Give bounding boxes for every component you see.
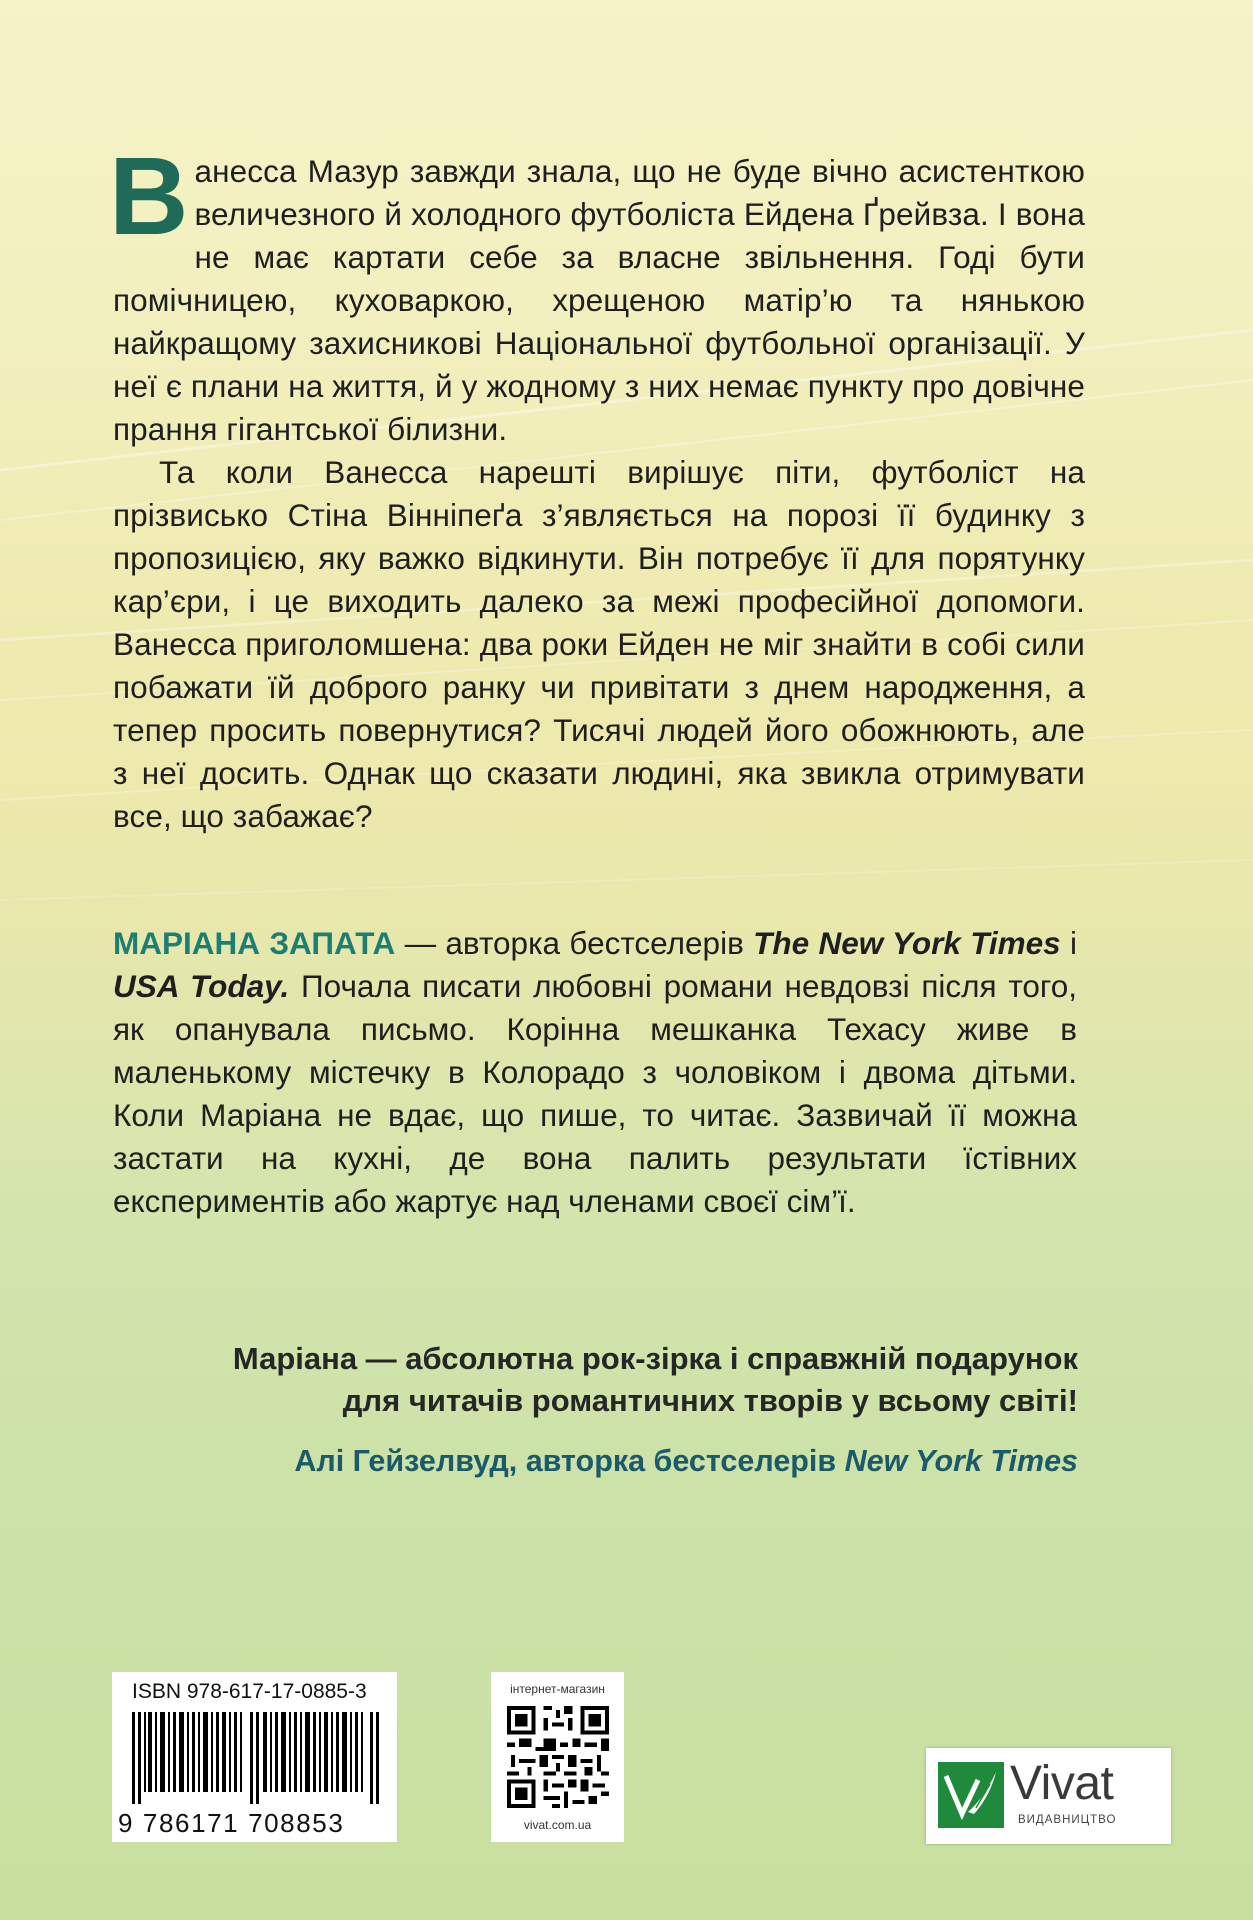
vivat-logo-icon <box>938 1762 1004 1828</box>
publisher-name: Vivat <box>1010 1757 1114 1810</box>
qr-top-label: інтернет-магазин <box>510 1682 605 1696</box>
publisher-subtitle: ВИДАВНИЦТВО <box>1018 1814 1117 1826</box>
blurb-paragraph-1: Ванесса Мазур завжди знала, що не буде вічно асистенткою величезного й холодного футболіста Ейдена Ґрейвза. І вона не має картати себе за власне звільнення. Годі бути помічницею, куховаркою, хрещеною матір’ю та нянькою найкращому захисникові Національної футбольної організації. У неї є плани на життя, й у жодному з них немає пункту про довічне прання гігантської білизни. <box>109 135 1085 447</box>
author-name: МАРІАНА ЗАПАТА <box>113 925 396 961</box>
review-quote: Маріана — абсолютна рок-зірка і справжній подарунок для читачів романтичних творів у всьому світі! <box>232 1341 1078 1418</box>
isbn-label: ISBN 978-617-17-0885-3 <box>132 1680 367 1703</box>
quote-attribution: Алі Гейзелвуд, авторка бестселерів New York Times <box>294 1444 1078 1478</box>
qr-bottom-label: vivat.com.ua <box>523 1818 592 1832</box>
qr-code-box[interactable] <box>491 1672 624 1842</box>
book-blurb <box>109 135 1085 838</box>
isbn-digits: 9 786171 708853 <box>118 1808 345 1838</box>
author-bio: МАРІАНА ЗАПАТА — авторка бестселерів The New York Times і USA Today. Почала писати любовні романи невдовзі після того, як опанувала письмо. Корінна мешканка Техасу живе в маленькому містечку в Колорадо з чоловіком і двома дітьми. Коли Маріана не вдає, що пише, то читає. Зазвичай її можна застати на кухні, де вона палить результати їстівних експериментів або жартує над членами своєї сім’ї. <box>113 925 1078 1219</box>
publisher-logo <box>926 1748 1171 1844</box>
qr-code-icon <box>507 1706 609 1808</box>
isbn-barcode-box <box>112 1672 397 1842</box>
barcode-icon <box>132 1712 382 1804</box>
usa-today-title: USA Today. <box>113 968 290 1004</box>
drop-cap: В <box>109 135 189 258</box>
blurb-paragraph-2: Та коли Ванесса нарешті вирішує піти, футболіст на прізвисько Стіна Вінніпеґа з’являється на порозі її будинку з пропозицією, яку важко відкинути. Він потребує її для порятунку кар’єри, і це виходить далеко за межі професійної допомоги. Ванесса приголомшена: два роки Ейден не міг знайти в собі сили побажати їй доброго ранку чи привітати з днем народження, а тепер просить повернутися? Тисячі людей його обожнюють, але з неї досить. Однак що сказати людині, яка звикла отримувати все, що забажає? <box>113 454 1085 834</box>
nyt-title: The New York Times <box>753 925 1061 961</box>
